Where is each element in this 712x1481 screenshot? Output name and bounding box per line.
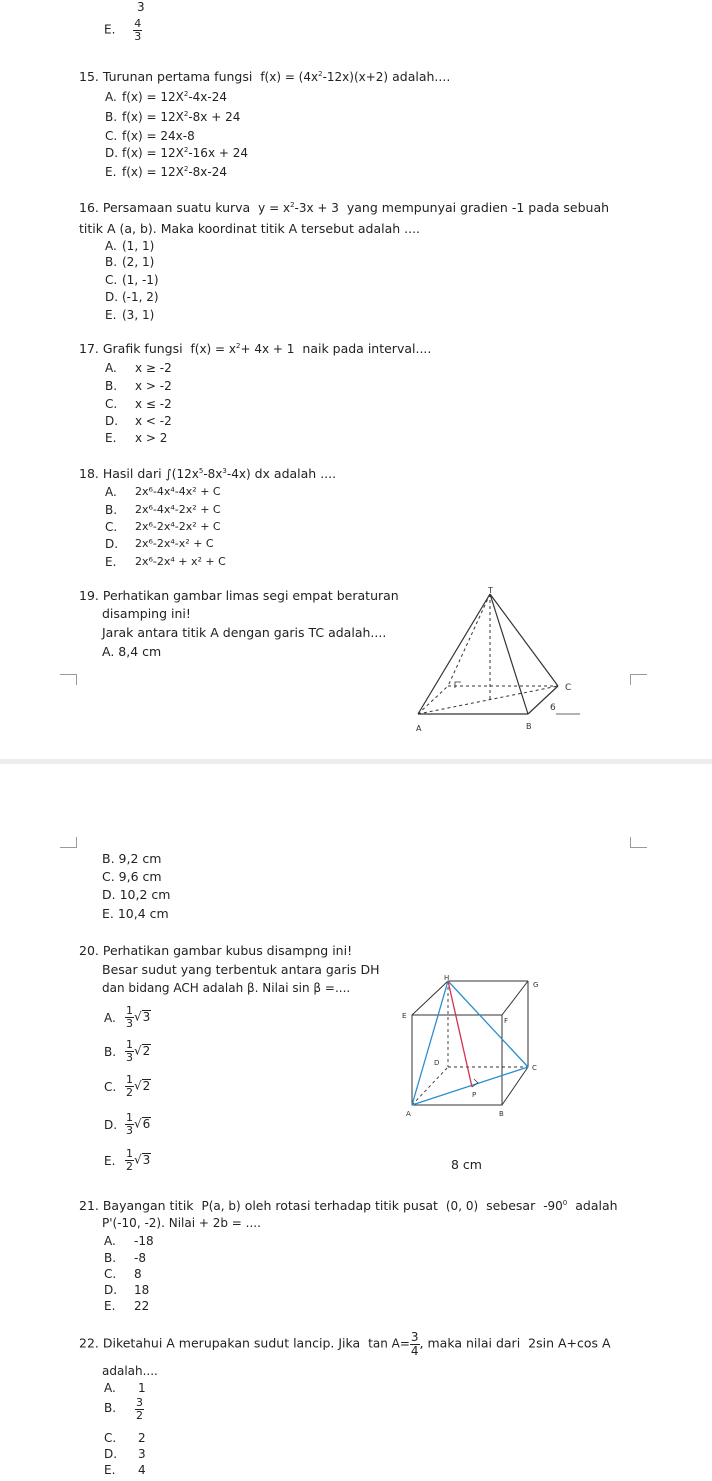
- q22-option-e[interactable]: E. 4: [104, 1463, 146, 1477]
- cube-side-length: 8 cm: [451, 1157, 482, 1172]
- q19-option-b[interactable]: B. 9,2 cm: [102, 851, 162, 866]
- q19-option-e[interactable]: E. 10,4 cm: [102, 906, 169, 921]
- q15-option-b[interactable]: B. $f(x) = 12X^2-8x + 24$: [105, 110, 241, 124]
- question-19-line2: disamping ini!: [102, 606, 191, 621]
- q20-option-a[interactable]: A. $\frac{1}{3}$ √3: [104, 1004, 151, 1030]
- q18-option-b[interactable]: B. 2x⁶-4x⁴-2x² + C: [105, 503, 221, 517]
- q22-option-a[interactable]: A. 1: [104, 1381, 146, 1395]
- label-p: P: [472, 1091, 477, 1099]
- q17-option-c[interactable]: C. x ≤ -2: [105, 397, 172, 411]
- label-six: 6: [550, 703, 556, 713]
- label-c: C: [532, 1064, 537, 1072]
- question-16-line2: titik A (a, b). Maka koordinat titik A tersebut adalah ....: [79, 221, 421, 236]
- label-a: A: [416, 724, 422, 733]
- q17-option-b[interactable]: B. x > -2: [105, 379, 172, 393]
- q18-option-c[interactable]: C. 2x⁶-2x⁴-2x² + C: [105, 520, 221, 534]
- q15-option-c[interactable]: C. f(x) = 24x-8: [105, 129, 195, 143]
- label-c: C: [565, 683, 572, 693]
- q15-option-e[interactable]: E. $f(x) = 12X^2-8x-24$: [105, 165, 228, 179]
- q21-option-b[interactable]: B. -8: [104, 1251, 146, 1265]
- question-20: 20. Perhatikan gambar kubus disampng ini!: [79, 943, 353, 958]
- q16-option-a[interactable]: A. (1, 1): [105, 239, 155, 253]
- q20-option-e[interactable]: E. $\frac{1}{2}$ √3: [104, 1147, 151, 1173]
- label-b: B: [499, 1110, 504, 1118]
- q19-option-d[interactable]: D. 10,2 cm: [102, 887, 171, 902]
- q20-option-d[interactable]: D. $\frac{1}{3}$ √6: [104, 1111, 151, 1137]
- q17-option-a[interactable]: A. x ≥ -2: [105, 361, 172, 375]
- q18-option-d[interactable]: D. 2x⁶-2x⁴-x² + C: [105, 537, 214, 551]
- question-17: 17. Grafik fungsi $f(x) = x^2+ 4x + 1$ naik pada interval....: [79, 341, 432, 356]
- question-19: 19. Perhatikan gambar limas segi empat beraturan: [79, 588, 399, 603]
- question-20-line2: Besar sudut yang terbentuk antara garis DH: [102, 962, 380, 977]
- cube-figure: [400, 975, 560, 1125]
- q21-option-c[interactable]: C. 8: [104, 1267, 142, 1281]
- q18-option-e[interactable]: E. 2x⁶-2x⁴ + x² + C: [105, 555, 226, 569]
- q16-option-e[interactable]: E. (3, 1): [105, 308, 155, 322]
- q21-option-d[interactable]: D. 18: [104, 1283, 150, 1297]
- page-separator: [0, 759, 712, 764]
- label-e: E: [402, 1012, 407, 1020]
- label-a: A: [406, 1110, 411, 1118]
- q16-option-c[interactable]: C. (1, -1): [105, 273, 159, 287]
- question-20-line3: dan bidang ACH adalah β. Nilai sin β =....: [102, 981, 351, 995]
- q15-option-d[interactable]: D. $f(x) = 12X^2-16x + 24$: [105, 146, 248, 160]
- label-d: D: [434, 1059, 440, 1067]
- q15-option-a[interactable]: A. $f(x) = 12X^2-4x-24$: [105, 90, 228, 104]
- q16-option-d[interactable]: D. (-1, 2): [105, 290, 159, 304]
- option-label: E.: [104, 22, 116, 37]
- prev-question-fragment: 3: [137, 0, 145, 14]
- q17-option-e[interactable]: E. x > 2: [105, 431, 168, 445]
- question-21: 21. Bayangan titik P(a, b) oleh rotasi terhadap titik pusat (0, 0) sebesar $-90^0$ adalah: [79, 1198, 618, 1213]
- question-15: 15. Turunan pertama fungsi $f(x) = (4x^2-12x)(x+2)$ adalah....: [79, 69, 451, 84]
- pyramid-figure: [410, 584, 590, 736]
- label-g: G: [533, 981, 539, 989]
- q21-option-e[interactable]: E. 22: [104, 1299, 150, 1313]
- corner-mark: [60, 837, 77, 848]
- q22-option-b[interactable]: B. $\frac{3}{2}$: [104, 1396, 143, 1422]
- q20-option-b[interactable]: B. $\frac{1}{3}$ √2: [104, 1038, 151, 1064]
- corner-mark: [60, 674, 77, 685]
- question-21-line2: P'(-10, -2). Nilai + 2b = ....: [102, 1216, 261, 1230]
- label-t: T: [488, 586, 493, 595]
- corner-mark: [630, 837, 647, 848]
- label-h: H: [444, 975, 450, 982]
- label-b: B: [526, 722, 532, 731]
- q19-option-c[interactable]: C. 9,6 cm: [102, 869, 162, 884]
- q18-option-a[interactable]: A. 2x⁶-4x⁴-4x² + C: [105, 485, 221, 499]
- q21-option-a[interactable]: A. -18: [104, 1234, 154, 1248]
- corner-mark: [630, 674, 647, 685]
- q20-option-c[interactable]: C. $\frac{1}{2}$ √2: [104, 1073, 151, 1099]
- question-16: 16. Persamaan suatu kurva $y = x^2-3x + 3$ yang mempunyai gradien -1 pada sebuah: [79, 200, 610, 215]
- question-18: 18. Hasil dari $\int(12x^5-8x^3-4x)$ dx adalah ....: [79, 466, 337, 481]
- q22-option-c[interactable]: C. 2: [104, 1431, 146, 1445]
- q22-option-d[interactable]: D. 3: [104, 1447, 146, 1461]
- prev-option-e: [104, 18, 142, 42]
- q17-option-d[interactable]: D. x < -2: [105, 414, 172, 428]
- label-f: F: [504, 1017, 509, 1025]
- question-19-line3: Jarak antara titik A dengan garis TC adalah....: [102, 625, 387, 640]
- question-22-line2: adalah....: [102, 1364, 158, 1378]
- question-22: 22. Diketahui A merupakan sudut lancip. Jika tan A= $\frac{3}{4}$ , maka nilai dari 2sin A+cos A: [79, 1330, 611, 1358]
- q19-option-a[interactable]: A. 8,4 cm: [102, 644, 162, 659]
- function-expression: $f(x) = (4x^2-12x)(x+2)$: [260, 70, 389, 84]
- q16-option-b[interactable]: B. (2, 1): [105, 255, 155, 269]
- fraction: $\frac{4}{3}$: [134, 17, 142, 43]
